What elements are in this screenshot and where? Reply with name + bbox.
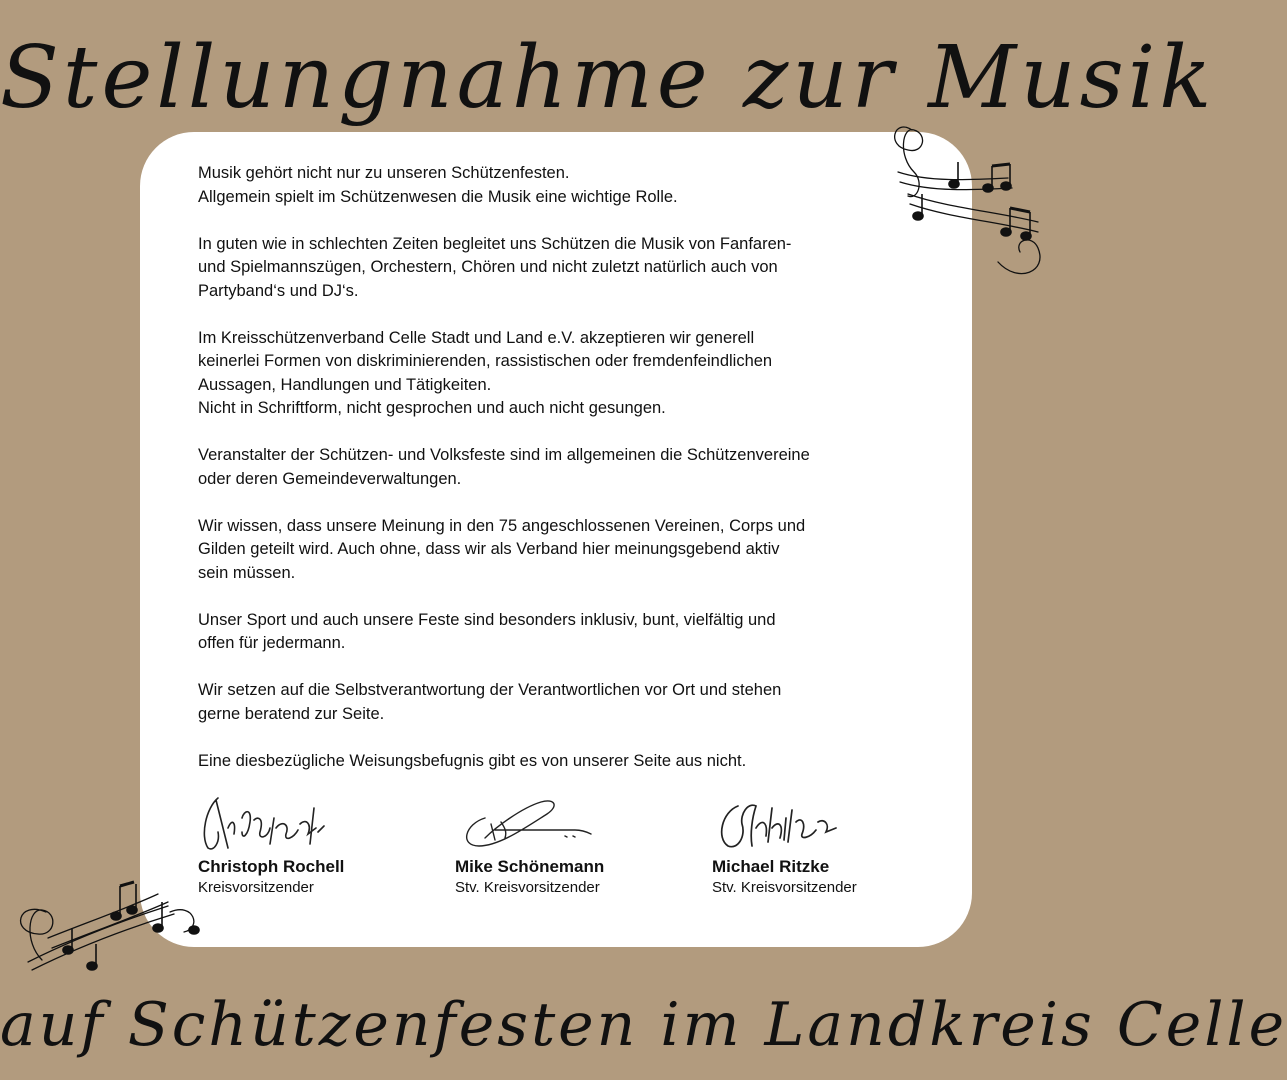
paragraph-7 — [198, 679, 938, 726]
signer-role: Kreisvorsitzender — [198, 879, 314, 896]
text-line: oder deren Gemeindeverwaltungen. — [198, 469, 462, 488]
signer-name: Christoph Rochell — [198, 857, 345, 876]
text-line: Aussagen, Handlungen und Tätigkeiten. — [198, 375, 492, 394]
text-line: gerne beratend zur Seite. — [198, 704, 385, 723]
paragraph-5 — [198, 515, 938, 586]
text-line: Nicht in Schriftform, nicht gesprochen und auch nicht gesungen. — [198, 399, 666, 417]
text-line: offen für jedermann. — [198, 634, 346, 652]
text-line: Veranstalter der Schützen- und Volksfeste sind im allgemeinen die Schützenvereine — [198, 446, 810, 464]
paragraph-1 — [198, 162, 938, 209]
signer-name: Michael Ritzke — [712, 857, 830, 876]
text-line: Eine diesbezügliche Weisungsbefugnis gibt es von unserer Seite aus nicht. — [198, 751, 747, 770]
signature-block-2 — [455, 788, 695, 898]
handwritten-signature-icon — [455, 788, 605, 854]
signer-role: Stv. Kreisvorsitzender — [712, 879, 857, 896]
signer-name: Mike Schönemann — [455, 857, 605, 876]
text-line: Wir wissen, dass unsere Meinung in den 75 angeschlossenen Vereinen, Corps und — [198, 516, 806, 535]
handwritten-signature-icon — [198, 788, 348, 854]
paragraph-2 — [198, 233, 938, 304]
text-line: Unser Sport und auch unsere Feste sind besonders inklusiv, bunt, vielfältig und — [198, 610, 776, 629]
page-title: Stellungnahme zur Musik — [0, 28, 1216, 128]
text-line: In guten wie in schlechten Zeiten begleitet uns Schützen die Musik von Fanfaren- — [198, 234, 792, 253]
signature-block-3 — [712, 788, 952, 898]
text-line: Allgemein spielt im Schützenwesen die Musik eine wichtige Rolle. — [198, 187, 678, 206]
signer-role: Stv. Kreisvorsitzender — [455, 879, 600, 896]
paragraph-6 — [198, 609, 938, 656]
text-line: und Spielmannszügen, Orchestern, Chören und nicht zuletzt natürlich auch von — [198, 258, 778, 276]
text-line: Im Kreisschützenverband Celle Stadt und Land e.V. akzeptieren wir generell — [198, 328, 755, 347]
music-notes-icon — [8, 872, 203, 982]
text-line: Wir setzen auf die Selbstverantwortung der Verantwortlichen vor Ort und stehen — [198, 681, 782, 699]
paragraph-8 — [198, 750, 938, 774]
statement-body — [198, 162, 938, 797]
paragraph-4 — [198, 444, 938, 491]
text-line: Musik gehört nicht nur zu unseren Schützenfesten. — [198, 164, 570, 182]
paragraph-3 — [198, 327, 938, 421]
text-line: Partyband‘s und DJ‘s. — [198, 281, 359, 300]
text-line: keinerlei Formen von diskriminierenden, rassistischen oder fremdenfeindlichen — [198, 352, 773, 370]
music-notes-icon — [888, 112, 1058, 292]
text-line: sein müssen. — [198, 563, 296, 582]
text-line: Gilden geteilt wird. Auch ohne, dass wir als Verband hier meinungsgebend aktiv — [198, 540, 780, 558]
handwritten-signature-icon — [712, 788, 862, 854]
page-subtitle: auf Schützenfesten im Landkreis Celle — [0, 990, 1287, 1060]
signature-block-1 — [198, 788, 438, 898]
